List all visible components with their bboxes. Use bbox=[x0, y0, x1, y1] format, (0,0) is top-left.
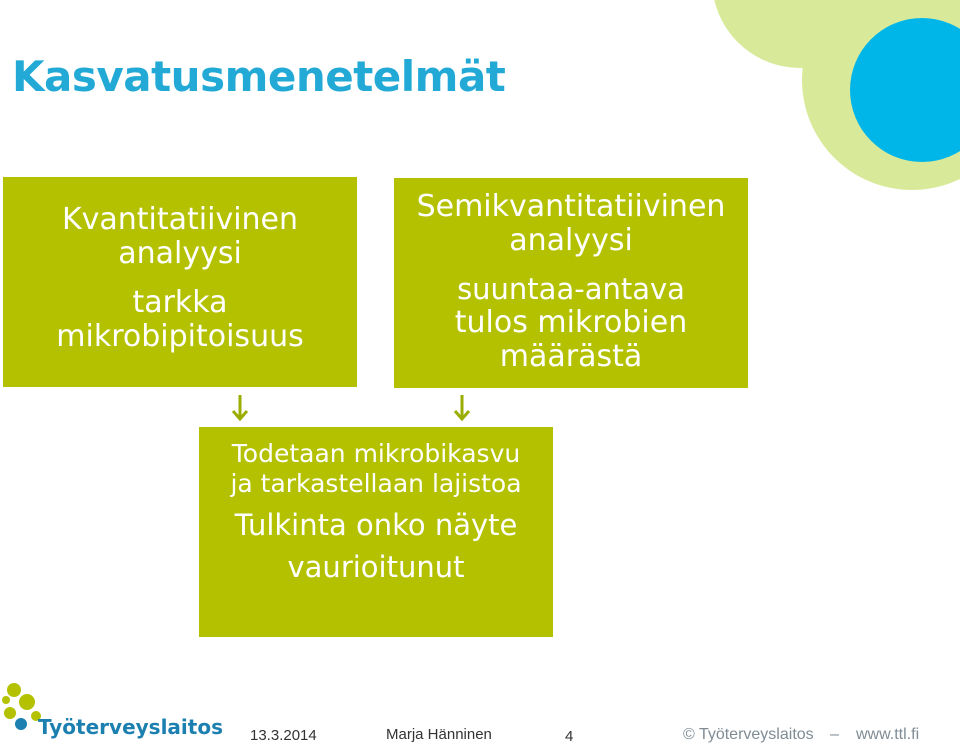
box-detail-line: mikrobipitoisuus bbox=[56, 319, 304, 354]
box-detail-line: määrästä bbox=[499, 339, 643, 374]
down-arrow-icon bbox=[231, 394, 249, 424]
box-heading-line: analyysi bbox=[118, 236, 242, 271]
slide-title: Kasvatusmenetelmät bbox=[12, 52, 506, 101]
box-detail-line: vaurioitunut bbox=[287, 550, 465, 584]
box-detail-line: tulos mikrobien bbox=[454, 305, 688, 340]
footer-copyright: © Työterveyslaitos bbox=[683, 726, 814, 743]
box-detail-line: tarkka bbox=[132, 285, 228, 320]
box-heading-line: Kvantitatiivinen bbox=[61, 202, 299, 237]
footer-date: 13.3.2014 bbox=[250, 727, 317, 744]
footer-page-number: 4 bbox=[565, 728, 574, 745]
footer-author: Marja Hänninen bbox=[386, 726, 492, 743]
footer-website-link[interactable]: www.ttl.fi bbox=[856, 726, 920, 743]
box-heading-line: Todetaan mikrobikasvu bbox=[231, 439, 521, 468]
box-heading-line: Semikvantitatiivinen bbox=[416, 189, 726, 224]
semiquantitative-analysis-box bbox=[394, 178, 748, 388]
down-arrow-icon bbox=[453, 394, 471, 424]
logo-wordmark: Työterveyslaitos bbox=[38, 715, 223, 739]
box-detail-line: Tulkinta onko näyte bbox=[234, 508, 518, 542]
box-heading-line: ja tarkastellaan lajistoa bbox=[230, 469, 522, 498]
quantitative-analysis-box bbox=[3, 177, 357, 387]
growth-interpretation-box bbox=[199, 427, 553, 637]
box-detail-line: suuntaa-antava bbox=[457, 272, 685, 306]
footer-dash: – bbox=[830, 726, 839, 743]
box-heading-line: analyysi bbox=[509, 223, 633, 258]
